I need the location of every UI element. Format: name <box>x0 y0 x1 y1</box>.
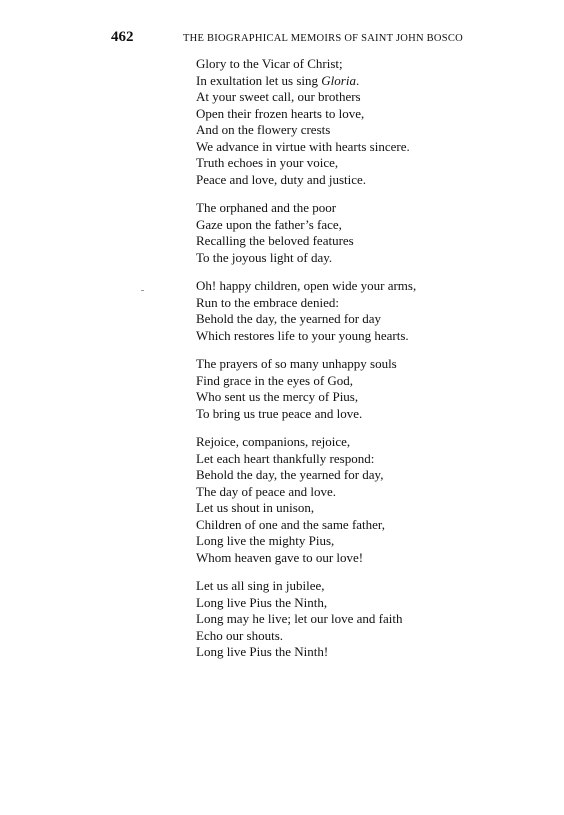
poem-line: Gaze upon the father’s face, <box>196 216 342 232</box>
poem-line: Open their frozen hearts to love, <box>196 105 365 121</box>
poem-line <box>196 73 546 90</box>
poem-line: Recalling the beloved features <box>196 233 354 248</box>
poem-line: Oh! happy children, open wide your arms, <box>196 278 417 293</box>
poem-line: Let each heart thankfully respond: <box>196 450 375 466</box>
poem-line: The prayers of so many unhappy souls <box>196 356 397 371</box>
stanza <box>196 200 546 266</box>
poem-line: Children of one and the same father, <box>196 516 385 532</box>
poem-line: Let us all sing in jubilee, <box>196 578 325 593</box>
poem-line: And on the flowery crests <box>196 122 331 137</box>
poem-line: Run to the embrace denied: <box>196 294 339 310</box>
poem-line: Behold the day, the yearned for day <box>196 311 382 326</box>
poem-line: Long live the mighty Pius, <box>196 533 335 548</box>
running-title: THE BIOGRAPHICAL MEMOIRS OF SAINT JOHN BOSCO <box>183 33 463 44</box>
stanza <box>196 356 546 422</box>
poem-line: Glory to the Vicar of Christ; <box>196 56 343 71</box>
line-text: . <box>355 72 360 88</box>
poem-line: The day of peace and love. <box>196 483 337 499</box>
poem-line: Who sent us the mercy of Pius, <box>196 389 359 404</box>
poem-line: Find grace in the eyes of God, <box>196 372 354 388</box>
poem-line: Peace and love, duty and justice. <box>196 171 367 187</box>
stanza <box>196 578 546 661</box>
poem-line: Truth echoes in your voice, <box>196 155 339 170</box>
poem <box>196 56 546 673</box>
print-speck <box>141 290 144 291</box>
poem-line: Long may he live; let our love and faith <box>196 611 403 626</box>
page-header <box>0 29 564 49</box>
poem-line: To the joyous light of day. <box>196 249 333 265</box>
stanza <box>196 278 546 344</box>
poem-line: To bring us true peace and love. <box>196 405 363 421</box>
poem-line: Whom heaven gave to our love! <box>196 549 364 565</box>
italic-word: Gloria <box>321 72 356 88</box>
stanza <box>196 56 546 188</box>
poem-line: Echo our shouts. <box>196 627 284 643</box>
poem-line: Let us shout in unison, <box>196 500 315 515</box>
poem-line: At your sweet call, our brothers <box>196 89 361 104</box>
poem-line: We advance in virtue with hearts sincere. <box>196 138 410 154</box>
poem-line: The orphaned and the poor <box>196 200 337 215</box>
line-text: In exultation let us sing <box>196 72 322 88</box>
poem-line: Behold the day, the yearned for day, <box>196 467 384 482</box>
poem-line: Long live Pius the Ninth! <box>196 644 329 659</box>
page-number: 462 <box>111 29 134 45</box>
stanza <box>196 434 546 566</box>
poem-line: Which restores life to your young hearts. <box>196 327 409 343</box>
poem-line: Long live Pius the Ninth, <box>196 594 328 610</box>
poem-line: Rejoice, companions, rejoice, <box>196 434 351 449</box>
